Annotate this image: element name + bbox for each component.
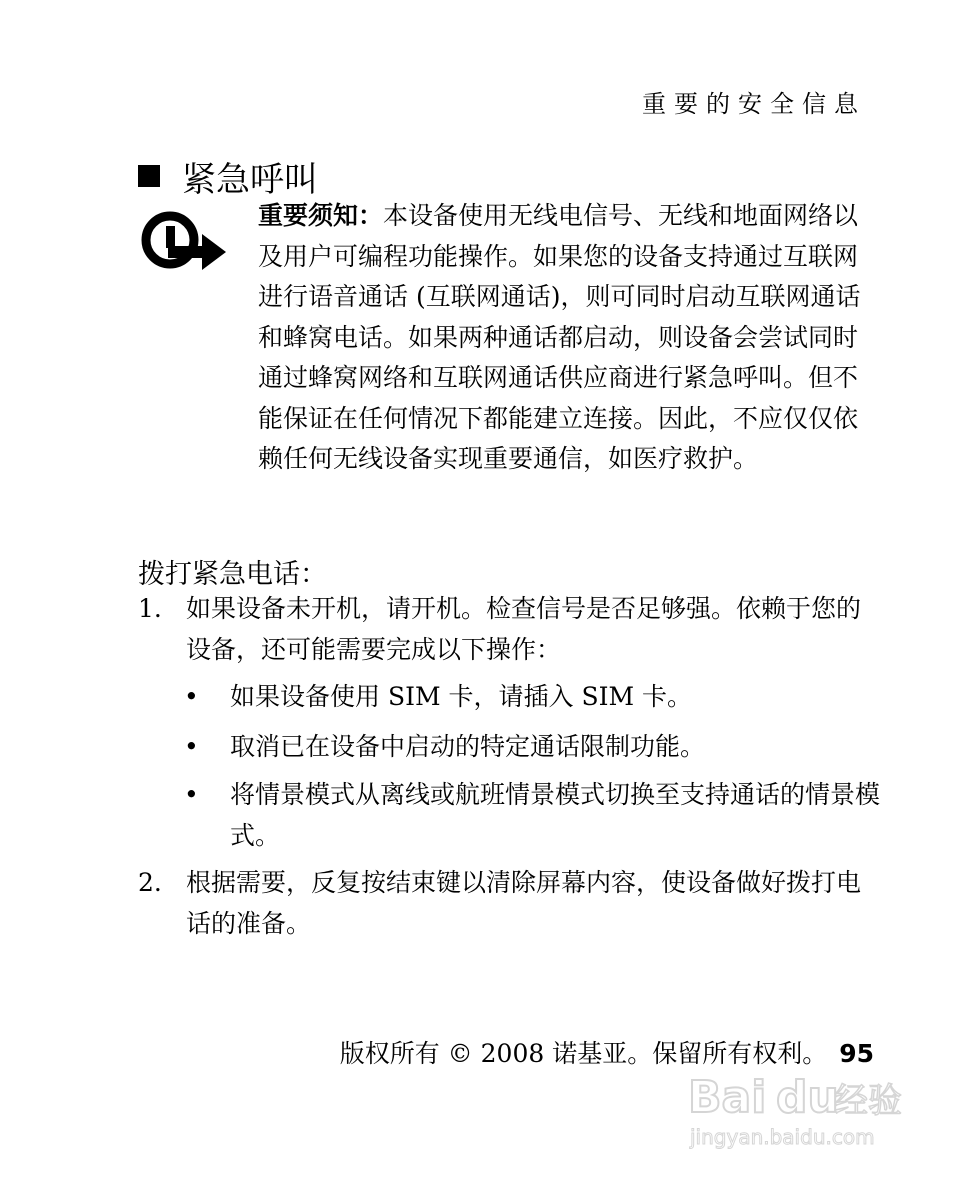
watermark-brand: Bai — [688, 1072, 767, 1123]
step-item — [138, 588, 868, 670]
step-number: 2. — [138, 868, 162, 897]
important-notice-icon — [140, 208, 230, 272]
page-number: 95 — [839, 1039, 874, 1068]
bullet-item — [184, 676, 884, 717]
step-text: 如果设备未开机，请开机。检查信号是否足够强。依赖于您的设备，还可能需要完成以下操作： — [186, 594, 862, 664]
baidu-watermark-icon — [684, 1062, 914, 1152]
notice-text: 本设备使用无线电信号、无线和地面网络以及用户可编程功能操作。如果您的设备支持通过互联网进行语音通话 (互联网通话)，则可同时启动互联网通话和蜂窝电话。如果两种通话都启动，则设备会尝试同时通过蜂窝网络和互联网通话供应商进行紧急呼叫。但不能保证在任何情况下都能建立连接。因此，不应仅仅依赖任何无线设备实现重要通信，如医疗救护。 — [258, 201, 861, 473]
bullet-item — [184, 774, 884, 856]
bullet-dot: • — [184, 682, 199, 711]
watermark-brand-2: du — [776, 1072, 839, 1123]
watermark-brand-cn: 经验 — [834, 1081, 902, 1121]
important-notice — [258, 196, 870, 480]
section-title — [138, 152, 318, 201]
step-number: 1. — [138, 594, 162, 623]
section-title-text: 紧急呼叫 — [182, 160, 318, 200]
step-text: 根据需要，反复按结束键以清除屏幕内容，使设备做好拨打电话的准备。 — [186, 868, 862, 938]
step-item — [138, 862, 868, 944]
bullet-text: 取消已在设备中启动的特定通话限制功能。 — [230, 732, 706, 761]
copyright-text: 版权所有 © 2008 诺基亚。保留所有权利。 — [339, 1039, 828, 1068]
notice-label: 重要须知： — [258, 201, 384, 230]
bullet-text: 如果设备使用 SIM 卡，请插入 SIM 卡。 — [230, 682, 692, 711]
watermark-url: jingyan.baidu.com — [690, 1125, 875, 1149]
black-square-icon — [138, 165, 160, 187]
bullet-dot: • — [184, 780, 199, 809]
dialing-heading: 拨打紧急电话： — [138, 559, 327, 590]
bullet-dot: • — [184, 732, 199, 761]
bullet-item — [184, 726, 884, 767]
bullet-text: 将情景模式从离线或航班情景模式切换至支持通话的情景模式。 — [230, 780, 881, 850]
running-header: 重要的安全信息 — [642, 90, 866, 118]
